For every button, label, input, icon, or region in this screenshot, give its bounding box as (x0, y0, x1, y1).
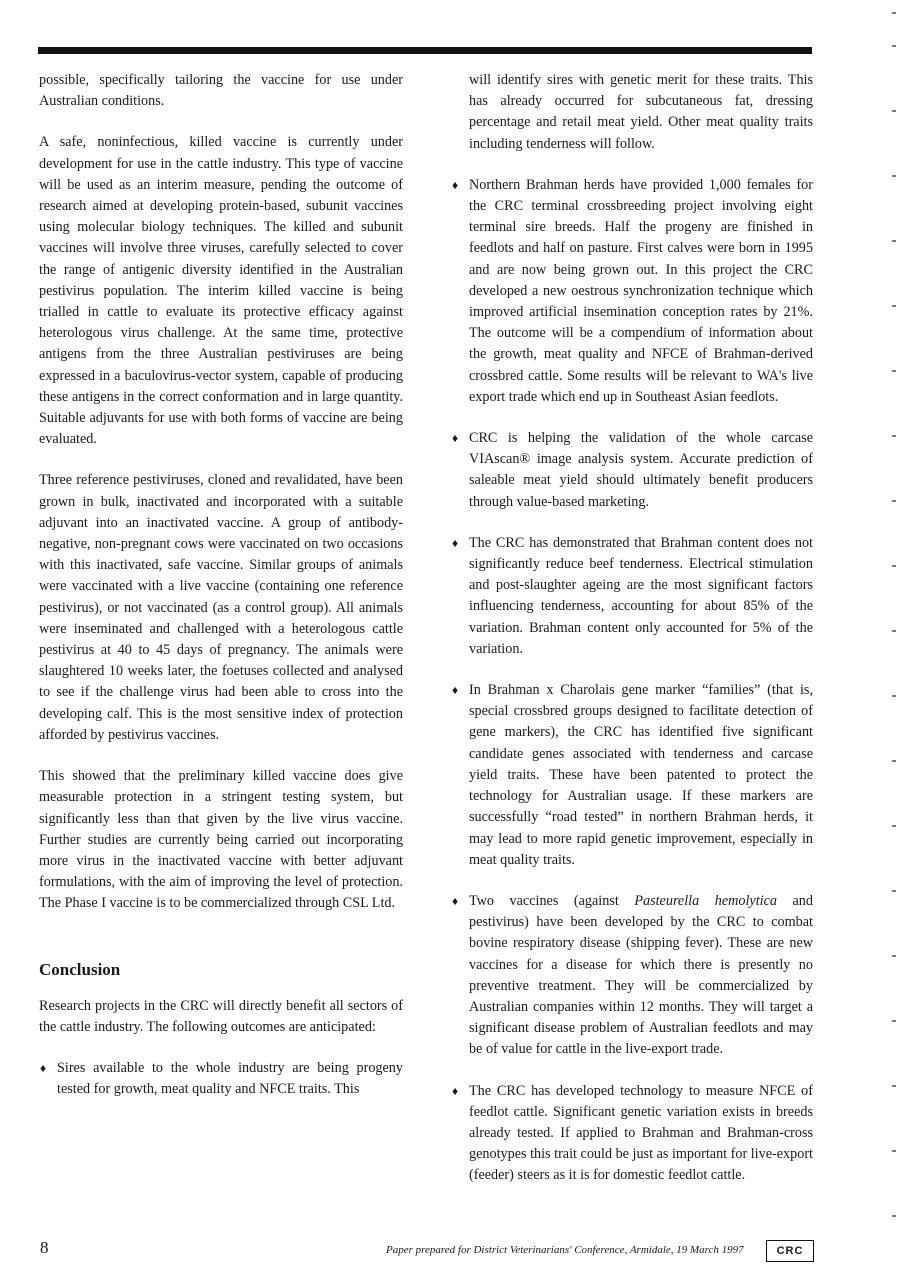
scan-mark (892, 12, 896, 14)
paragraph-killed-vaccine: A safe, noninfectious, killed vaccine is currently under development for use in the cattle industry. This type of vaccine will be used as an interim measure, pending the outcome of research aimed at developing protein-based, subunit vaccines using molecular biology techniques. The killed and subunit vaccines will involve three viruses, carefully selected to cover the range of antigenic diversity identified in the Australian pestivirus population. The interim killed vaccine is being trialled in cattle to evaluate its protective efficacy against heterologous virus challenge. At the same time, protective antigens from the three Australian pestiviruses are being expressed in a baculovirus-vector system, capable of producing these antigens in the correct conformation and in large quantity. Suitable adjuvants for use with both forms of vaccine are being evaluated. (39, 134, 403, 448)
bullet-text: Sires available to the whole industry are being progeny tested for growth, meat quality and NFCE traits. This (57, 1060, 403, 1098)
bullet-text-start: Two vaccines (against (469, 892, 635, 909)
scan-mark (892, 630, 896, 632)
scan-mark (892, 825, 896, 827)
bullet-diamond-icon: ♦ (452, 535, 459, 550)
bullet-item-nfce (451, 1081, 813, 1187)
scan-mark (892, 45, 896, 47)
bullet-text: The CRC has demonstrated that Brahman content does not significantly reduce beef tenderness. Electrical stimulation and post-slaughter ageing are the most significant factors influencing tenderness, accounting for about 85% of the variation. Brahman content only accounted for 5% of the variation. (469, 534, 813, 657)
scan-mark (892, 1020, 896, 1022)
bullet-item-sires (39, 1058, 403, 1100)
scan-mark (892, 435, 896, 437)
scan-mark (892, 305, 896, 307)
bullet-text: CRC is helping the validation of the whole carcase VIAscan® image analysis system. Accurate prediction of saleable meat yield should ultimately benefit producers through value-based marketing. (469, 430, 813, 510)
paragraph-reference-pestiviruses: Three reference pestiviruses, cloned and revalidated, have been grown in bulk, inactivated and incorporated with a suitable adjuvant into an inactivated vaccine. A group of antibody-negative, non-pregnant cows were vaccinated on two occasions with this inactivated, safe vaccine. Similar groups of animals were vaccinated with a live vaccine (containing one reference pestivirus), or not vaccinated (as a control group). All animals were inseminated and challenged with a heterologous cattle pestivirus at 40 to 45 days of pregnancy. The animals were slaughtered 10 weeks later, the foetuses collected and analysed to see if the challenge virus had been able to cross into the developing calf. This is the most sensitive index of protection afforded by pestivirus vaccines. (39, 472, 403, 743)
bullet-diamond-icon: ♦ (452, 1083, 459, 1098)
scan-mark (892, 760, 896, 762)
section-heading-conclusion: Conclusion (39, 959, 121, 979)
crc-logo: CRC (766, 1240, 814, 1262)
scan-mark (892, 500, 896, 502)
scan-mark (892, 1150, 896, 1152)
right-column (451, 70, 813, 1207)
bullet-diamond-icon: ♦ (452, 177, 459, 192)
top-rule (38, 47, 812, 54)
paragraph-conclusion-intro: Research projects in the CRC will directly benefit all sectors of the cattle industry. The following outcomes are anticipated: (39, 997, 403, 1035)
bullet-item-brahman-herds (451, 175, 813, 408)
scan-mark (892, 695, 896, 697)
scan-edge-marks (880, 0, 900, 1279)
scan-mark (892, 240, 896, 242)
bullet-text: Northern Brahman herds have provided 1,000 females for the CRC terminal crossbreeding project involving eight terminal sire breeds. Half the progeny are finished in feedlots and half on pasture. First calves were born in 1995 and are now being grown out. In this project the CRC developed a new oestrous synchronization technique which improved artificial insemination conception rates by 21%. The outcome will be a compendium of information about the growth, meat quality and NFCE of Brahman-derived crossbred cattle. Some results will be relevant to WA's live export trade which end up in Southeast Asian feedlots. (469, 176, 813, 405)
bullet-text-end: and pestivirus) have been developed by the CRC to combat bovine respiratory disease (shipping fever). These are new vaccines for a disease for which there is presently no preventive treatment. They will be commercialized by Australian companies within 12 months. They will target a significant disease problem of Australian feedlots and may be of value for cattle in the live-export trade. (469, 892, 813, 1058)
bullet-diamond-icon: ♦ (452, 683, 459, 698)
species-name: Pasteurella hemolytica (634, 892, 777, 909)
bullet-diamond-icon: ♦ (452, 431, 459, 446)
scan-mark (892, 955, 896, 957)
bullet-item-vaccines (451, 891, 813, 1061)
bullet-text (469, 893, 813, 1057)
footer-caption: Paper prepared for District Veterinarians' Conference, Armidale, 19 March 1997 (386, 1244, 744, 1256)
scan-mark (892, 110, 896, 112)
scan-mark (892, 1085, 896, 1087)
page-number: 8 (40, 1238, 49, 1257)
bullet-item-tenderness (451, 533, 813, 660)
bullet-item-gene-markers (451, 680, 813, 871)
scan-mark (892, 370, 896, 372)
bullet-diamond-icon: ♦ (452, 893, 459, 908)
left-column (39, 70, 403, 1121)
scan-mark (892, 565, 896, 567)
bullet-diamond-icon: ♦ (40, 1061, 47, 1076)
bullet-text: The CRC has developed technology to measure NFCE of feedlot cattle. Significant genetic variation exists in breeds already tested. If applied to Brahman and Brahman-cross genotypes this trait could be just as important for live-export (feeder) steers as it is for domestic feedlot cattle. (469, 1082, 813, 1184)
paragraph-results: This showed that the preliminary killed vaccine does give measurable protection in a stringent testing system, but significantly less than that given by the live virus vaccine. Further studies are currently being carried out incorporating more virus in the inactivated vaccine with better adjuvant formulations, with the aim of improving the level of protection. The Phase I vaccine is to be commercialized through CSL Ltd. (39, 768, 403, 912)
bullet-text: In Brahman x Charolais gene marker “families” (that is, special crossbred groups designed to facilitate detection of gene markers), the CRC has identified five significant candidate genes associated with tenderness and carcase yield traits. These have been patented to protect the technology for Australian usage. If these markers are successfully “road tested” in northern Brahman herds, it may lead to more rapid genetic improvement, especially in meat quality traits. (469, 682, 813, 868)
bullet-item-viascan (451, 428, 813, 513)
paragraph-intro-continued: possible, specifically tailoring the vaccine for use under Australian conditions. (39, 72, 403, 110)
scan-mark (892, 1215, 896, 1217)
scan-mark (892, 890, 896, 892)
scan-mark (892, 175, 896, 177)
bullet-continuation: will identify sires with genetic merit for these traits. This has already occurred for subcutaneous fat, dressing percentage and retail meat yield. Other meat quality traits including tenderness will follow. (469, 72, 813, 152)
